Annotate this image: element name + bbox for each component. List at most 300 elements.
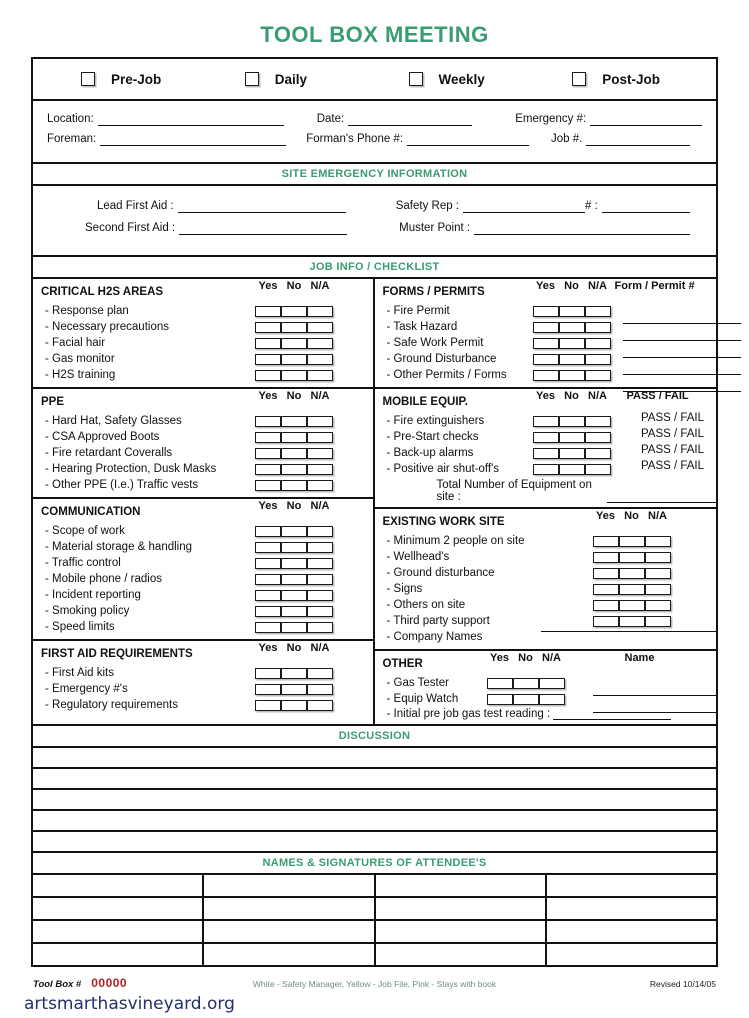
discussion-lines	[33, 748, 716, 853]
checkbox-cell-na	[307, 606, 333, 617]
checkbox-no-icon[interactable]	[281, 574, 307, 585]
discussion-line[interactable]	[33, 769, 716, 790]
checkbox-yes-icon[interactable]	[255, 558, 281, 569]
field-label: Foreman:	[47, 133, 97, 145]
checklist-row-label: - Third party support	[386, 615, 490, 627]
checkbox-yes-icon[interactable]	[533, 370, 559, 381]
section-ppe	[33, 389, 373, 499]
checkbox-group	[255, 480, 333, 491]
pass-fail-values[interactable]	[623, 410, 723, 474]
checkbox-cell-na	[539, 694, 565, 705]
checkbox-no-icon[interactable]	[559, 448, 585, 459]
checkbox-na-icon[interactable]	[307, 526, 333, 537]
checkbox-cell-yes	[255, 622, 281, 633]
site-emergency-header-band	[33, 164, 716, 186]
checkbox-no-icon[interactable]	[281, 700, 307, 711]
field-muster-point[interactable]	[399, 222, 690, 235]
col-yes: Yes	[536, 390, 555, 402]
checkbox-cell-no	[281, 574, 307, 585]
checkbox-no-icon[interactable]	[559, 464, 585, 475]
checkbox-cell-no	[281, 558, 307, 569]
checkbox-na-icon[interactable]	[645, 600, 671, 611]
checklist-row	[33, 681, 373, 697]
discussion-line[interactable]	[33, 790, 716, 811]
form-permit-line[interactable]	[623, 358, 741, 375]
checkbox-no-icon[interactable]	[619, 616, 645, 627]
checkbox-cell-na	[585, 354, 611, 365]
checkbox-na-icon[interactable]	[585, 306, 611, 317]
checkbox-cell-yes	[593, 536, 619, 547]
checkbox-cell-no	[513, 694, 539, 705]
checkbox-group	[255, 574, 333, 585]
checkbox-group	[533, 464, 611, 475]
checkbox-na-icon[interactable]	[645, 616, 671, 627]
total-equipment-row[interactable]	[375, 479, 717, 503]
meeting-type-band	[33, 59, 716, 101]
checklist-row	[33, 461, 373, 477]
checklist-row	[33, 697, 373, 713]
section-header-site-emergency: SITE EMERGENCY INFORMATION	[281, 168, 468, 180]
checkbox-cell-no	[281, 432, 307, 443]
form-permit-line[interactable]	[623, 341, 741, 358]
checkbox-no-icon[interactable]	[281, 590, 307, 601]
field-lead-first-aid[interactable]	[97, 200, 346, 213]
checkbox-cell-no	[559, 432, 585, 443]
checkbox-yes-icon[interactable]	[255, 542, 281, 553]
checklist-row-label: - Material storage & handling	[45, 541, 193, 553]
checkbox-no-icon[interactable]	[619, 568, 645, 579]
checklist-row	[375, 565, 717, 581]
checkbox-cell-yes	[533, 306, 559, 317]
checkbox-no-icon[interactable]	[619, 552, 645, 563]
checklist-row	[33, 539, 373, 555]
checkbox-icon[interactable]	[81, 72, 95, 86]
checkbox-cell-yes	[593, 616, 619, 627]
checkbox-na-icon[interactable]	[645, 584, 671, 595]
field-emergency-number[interactable]	[515, 113, 702, 126]
checkbox-yes-icon[interactable]	[255, 622, 281, 633]
form-permit-line[interactable]	[623, 307, 741, 324]
checklist-row-label: - Gas monitor	[45, 353, 115, 365]
checkbox-yes-icon[interactable]	[255, 416, 281, 427]
checkbox-na-icon[interactable]	[307, 480, 333, 491]
checkbox-no-icon[interactable]	[281, 558, 307, 569]
signature-cell[interactable]	[376, 944, 547, 965]
checklist-row-label: - Other Permits / Forms	[386, 369, 507, 381]
checkbox-no-icon[interactable]	[281, 370, 307, 381]
field-label: Muster Point :	[399, 222, 471, 234]
checkbox-na-icon[interactable]	[307, 574, 333, 585]
checkbox-cell-yes	[487, 694, 513, 705]
discussion-line[interactable]	[33, 748, 716, 769]
field-label: Lead First Aid :	[97, 200, 174, 212]
gas-test-reading-label: - Initial pre job gas test reading :	[386, 708, 551, 720]
signature-cell[interactable]	[376, 921, 547, 942]
checkbox-no-icon[interactable]	[559, 354, 585, 365]
checkbox-na-icon[interactable]	[645, 568, 671, 579]
field-rule[interactable]	[474, 222, 690, 235]
section-header-signatures: NAMES & SIGNATURES OF ATTENDEE'S	[262, 857, 487, 869]
section-title: EXISTING WORK SITE	[382, 516, 505, 528]
checkbox-no-icon[interactable]	[559, 338, 585, 349]
checkbox-yes-icon[interactable]	[533, 354, 559, 365]
checkbox-yes-icon[interactable]	[487, 678, 513, 689]
other-name-lines[interactable]	[593, 679, 717, 713]
checkbox-na-icon[interactable]	[585, 416, 611, 427]
checkbox-cell-yes	[255, 370, 281, 381]
signature-cell[interactable]	[547, 898, 716, 919]
checkbox-cell-na	[307, 700, 333, 711]
checkbox-no-icon[interactable]	[281, 306, 307, 317]
checkbox-na-icon[interactable]	[307, 606, 333, 617]
checklist-row	[33, 413, 373, 429]
signature-row	[33, 944, 716, 965]
checkbox-na-icon[interactable]	[307, 684, 333, 695]
checkbox-no-icon[interactable]	[281, 526, 307, 537]
checkbox-no-icon[interactable]	[281, 542, 307, 553]
signature-cell[interactable]	[547, 944, 716, 965]
col-yes: Yes	[258, 500, 278, 512]
checklist-row-label: - Speed limits	[45, 621, 115, 633]
checkbox-cell-na	[307, 354, 333, 365]
field-safety-rep-number[interactable]	[585, 200, 690, 213]
checkbox-na-icon[interactable]	[307, 322, 333, 333]
checkbox-yes-icon[interactable]	[255, 684, 281, 695]
checkbox-yes-icon[interactable]	[255, 668, 281, 679]
checkbox-na-icon[interactable]	[307, 558, 333, 569]
checkbox-cell-yes	[255, 668, 281, 679]
checkbox-yes-icon[interactable]	[255, 354, 281, 365]
section-critical-h2s	[33, 279, 373, 389]
signature-cell[interactable]	[204, 898, 375, 919]
checkbox-cell-yes	[533, 354, 559, 365]
toolbox-number: 00000	[91, 976, 128, 990]
yes-no-na-header	[487, 652, 565, 664]
section-communication	[33, 499, 373, 641]
info-row-2	[47, 133, 702, 146]
col-na: N/A	[542, 652, 561, 664]
field-label: Emergency #:	[515, 113, 587, 125]
checkbox-na-icon[interactable]	[645, 552, 671, 563]
signature-cell[interactable]	[33, 944, 204, 965]
checkbox-cell-no	[559, 416, 585, 427]
checkbox-cell-no	[559, 370, 585, 381]
field-date[interactable]	[317, 113, 473, 126]
checkbox-yes-icon[interactable]	[593, 616, 619, 627]
signature-cell[interactable]	[204, 944, 375, 965]
signatures-header-band	[33, 853, 716, 875]
checkbox-cell-yes	[533, 322, 559, 333]
checkbox-cell-na	[645, 616, 671, 627]
checkbox-cell-no	[281, 322, 307, 333]
checklist-row-label: - Traffic control	[45, 557, 121, 569]
field-rule[interactable]	[463, 200, 585, 213]
checkbox-no-icon[interactable]	[281, 416, 307, 427]
signature-cell[interactable]	[33, 921, 204, 942]
checkbox-icon[interactable]	[409, 72, 423, 86]
meeting-type-row	[33, 59, 716, 99]
checkbox-yes-icon[interactable]	[255, 338, 281, 349]
checklist-row-label: - Hard Hat, Safety Glasses	[45, 415, 182, 427]
checkbox-yes-icon[interactable]	[255, 306, 281, 317]
checkbox-cell-na	[645, 600, 671, 611]
pass-fail-value[interactable]: PASS / FAIL	[640, 412, 705, 424]
company-names-rule[interactable]	[541, 629, 717, 632]
checkbox-yes-icon[interactable]	[533, 338, 559, 349]
checkbox-group	[255, 606, 333, 617]
checkbox-cell-na	[585, 322, 611, 333]
meeting-type-label: Pre-Job	[111, 71, 162, 87]
checkbox-na-icon[interactable]	[585, 338, 611, 349]
checkbox-yes-icon[interactable]	[487, 694, 513, 705]
form-frame	[31, 57, 718, 967]
checkbox-yes-icon[interactable]	[255, 370, 281, 381]
field-safety-rep[interactable]	[396, 200, 585, 213]
checkbox-group	[533, 322, 611, 333]
checkbox-cell-no	[281, 668, 307, 679]
section-head	[33, 282, 373, 300]
checklist-row	[33, 477, 373, 493]
checkbox-cell-no	[281, 306, 307, 317]
signature-cell[interactable]	[376, 875, 547, 896]
checkbox-no-icon[interactable]	[281, 622, 307, 633]
checkbox-yes-icon[interactable]	[255, 526, 281, 537]
checkbox-yes-icon[interactable]	[533, 448, 559, 459]
checkbox-icon[interactable]	[572, 72, 586, 86]
checkbox-group	[255, 338, 333, 349]
field-rule[interactable]	[586, 133, 690, 146]
field-rule[interactable]	[178, 200, 346, 213]
checkbox-no-icon[interactable]	[559, 370, 585, 381]
form-permit-line[interactable]	[623, 324, 741, 341]
discussion-line[interactable]	[33, 811, 716, 832]
checkbox-na-icon[interactable]	[585, 448, 611, 459]
checkbox-yes-icon[interactable]	[533, 416, 559, 427]
info-row-1	[47, 113, 702, 126]
checkbox-cell-no	[619, 616, 645, 627]
checkbox-yes-icon[interactable]	[255, 480, 281, 491]
checkbox-yes-icon[interactable]	[533, 464, 559, 475]
pass-fail-header: PASS / FAIL	[626, 390, 689, 402]
checkbox-no-icon[interactable]	[513, 694, 539, 705]
checkbox-no-icon[interactable]	[281, 448, 307, 459]
checkbox-no-icon[interactable]	[281, 668, 307, 679]
checkbox-na-icon[interactable]	[307, 416, 333, 427]
checkbox-yes-icon[interactable]	[255, 464, 281, 475]
discussion-header-band	[33, 726, 716, 748]
checkbox-na-icon[interactable]	[307, 338, 333, 349]
checkbox-group	[255, 700, 333, 711]
checkbox-cell-na	[307, 558, 333, 569]
field-foreman[interactable]	[47, 133, 286, 146]
checklist-row	[33, 351, 373, 367]
meeting-type-label: Daily	[274, 71, 308, 87]
meeting-type-option[interactable]	[211, 72, 375, 87]
checkbox-cell-yes	[255, 558, 281, 569]
signature-cell[interactable]	[376, 898, 547, 919]
checkbox-yes-icon[interactable]	[593, 536, 619, 547]
checklist-row-label: - Equip Watch	[386, 693, 459, 705]
pass-fail-value[interactable]: PASS / FAIL	[640, 444, 705, 456]
checkbox-group	[533, 432, 611, 443]
checkbox-yes-icon[interactable]	[255, 448, 281, 459]
signature-cell[interactable]	[33, 875, 204, 896]
discussion-line[interactable]	[33, 832, 716, 851]
section-existing-work-site	[375, 509, 717, 651]
checkbox-cell-yes	[255, 700, 281, 711]
signature-cell[interactable]	[547, 875, 716, 896]
checkbox-na-icon[interactable]	[585, 464, 611, 475]
field-rule[interactable]	[100, 133, 286, 146]
checkbox-no-icon[interactable]	[559, 322, 585, 333]
checkbox-na-icon[interactable]	[585, 370, 611, 381]
checkbox-yes-icon[interactable]	[593, 568, 619, 579]
checkbox-no-icon[interactable]	[281, 432, 307, 443]
signature-cell[interactable]	[204, 875, 375, 896]
other-name-line[interactable]	[593, 679, 717, 696]
checkbox-na-icon[interactable]	[585, 432, 611, 443]
checkbox-na-icon[interactable]	[307, 370, 333, 381]
checkbox-cell-yes	[255, 354, 281, 365]
section-title: FIRST AID REQUIREMENTS	[41, 648, 193, 660]
meeting-type-option[interactable]	[375, 72, 539, 87]
checkbox-no-icon[interactable]	[559, 432, 585, 443]
checkbox-cell-no	[281, 354, 307, 365]
checkbox-cell-no	[281, 370, 307, 381]
section-rows	[375, 530, 717, 645]
pass-fail-value[interactable]: PASS / FAIL	[640, 428, 705, 440]
checkbox-no-icon[interactable]	[559, 306, 585, 317]
field-rule[interactable]	[590, 113, 702, 126]
checkbox-cell-na	[307, 416, 333, 427]
signature-cell[interactable]	[547, 921, 716, 942]
field-rule[interactable]	[407, 133, 529, 146]
site-watermark: artsmarthasvineyard.org	[24, 994, 235, 1014]
checkbox-cell-na	[307, 322, 333, 333]
field-rule[interactable]	[348, 113, 472, 126]
checklist-row-label: - Others on site	[386, 599, 466, 611]
checkbox-no-icon[interactable]	[281, 606, 307, 617]
checklist-row-label: - Safe Work Permit	[386, 337, 484, 349]
other-name-line[interactable]	[593, 696, 717, 713]
field-location[interactable]	[47, 113, 284, 126]
checkbox-yes-icon[interactable]	[255, 322, 281, 333]
checkbox-cell-no	[559, 322, 585, 333]
checkbox-yes-icon[interactable]	[255, 590, 281, 601]
checkbox-na-icon[interactable]	[307, 448, 333, 459]
checkbox-na-icon[interactable]	[307, 306, 333, 317]
checkbox-yes-icon[interactable]	[593, 584, 619, 595]
field-rule[interactable]	[179, 222, 347, 235]
col-na: N/A	[310, 280, 330, 292]
checkbox-no-icon[interactable]	[619, 600, 645, 611]
field-rule[interactable]	[98, 113, 284, 126]
checkbox-no-icon[interactable]	[281, 354, 307, 365]
checkbox-cell-na	[307, 448, 333, 459]
checkbox-cell-yes	[533, 338, 559, 349]
checkbox-cell-no	[281, 464, 307, 475]
meeting-type-option[interactable]	[538, 72, 702, 87]
checkbox-group	[255, 432, 333, 443]
checkbox-na-icon[interactable]	[539, 678, 565, 689]
total-equipment-rule[interactable]	[607, 490, 716, 503]
checkbox-no-icon[interactable]	[281, 338, 307, 349]
checkbox-yes-icon[interactable]	[255, 574, 281, 585]
checkbox-na-icon[interactable]	[307, 590, 333, 601]
checkbox-na-icon[interactable]	[307, 432, 333, 443]
checkbox-no-icon[interactable]	[281, 464, 307, 475]
checkbox-cell-no	[281, 526, 307, 537]
checklist-row	[33, 619, 373, 635]
checkbox-yes-icon[interactable]	[255, 606, 281, 617]
checklist-row	[33, 603, 373, 619]
checkbox-na-icon[interactable]	[307, 700, 333, 711]
checklist-row-label: - Response plan	[45, 305, 129, 317]
checkbox-na-icon[interactable]	[539, 694, 565, 705]
checkbox-cell-no	[281, 700, 307, 711]
checkbox-group	[255, 526, 333, 537]
signature-cell[interactable]	[33, 898, 204, 919]
checklist-row-label: - Hearing Protection, Dusk Masks	[45, 463, 217, 475]
checkbox-yes-icon[interactable]	[593, 552, 619, 563]
checkbox-na-icon[interactable]	[307, 464, 333, 475]
checkbox-yes-icon[interactable]	[255, 432, 281, 443]
checklist-band	[33, 279, 716, 726]
checkbox-na-icon[interactable]	[307, 354, 333, 365]
meeting-type-option[interactable]	[47, 72, 211, 87]
checkbox-yes-icon[interactable]	[533, 432, 559, 443]
checklist-row	[33, 429, 373, 445]
col-na: N/A	[310, 642, 330, 654]
checkbox-na-icon[interactable]	[585, 354, 611, 365]
pass-fail-value[interactable]: PASS / FAIL	[640, 460, 705, 472]
checklist-grid	[33, 279, 716, 724]
checkbox-na-icon[interactable]	[645, 536, 671, 547]
checkbox-no-icon[interactable]	[559, 416, 585, 427]
checkbox-no-icon[interactable]	[619, 584, 645, 595]
checkbox-yes-icon[interactable]	[533, 322, 559, 333]
checkbox-yes-icon[interactable]	[533, 306, 559, 317]
signature-cell[interactable]	[204, 921, 375, 942]
checklist-left-column	[33, 279, 375, 724]
checkbox-yes-icon[interactable]	[593, 600, 619, 611]
checkbox-no-icon[interactable]	[281, 480, 307, 491]
form-permit-number-lines[interactable]	[623, 307, 741, 392]
checkbox-group	[255, 416, 333, 427]
checkbox-na-icon[interactable]	[307, 668, 333, 679]
checkbox-group	[255, 542, 333, 553]
checkbox-cell-yes	[593, 552, 619, 563]
field-foreman-phone[interactable]	[306, 133, 529, 146]
checkbox-na-icon[interactable]	[585, 322, 611, 333]
checkbox-na-icon[interactable]	[307, 622, 333, 633]
yes-no-na-header	[533, 280, 611, 292]
field-rule[interactable]	[602, 200, 690, 213]
checkbox-icon[interactable]	[245, 72, 259, 86]
section-title: PPE	[41, 396, 65, 408]
col-yes: Yes	[258, 642, 278, 654]
checkbox-no-icon[interactable]	[281, 322, 307, 333]
checkbox-no-icon[interactable]	[513, 678, 539, 689]
checkbox-cell-no	[619, 584, 645, 595]
checkbox-no-icon[interactable]	[281, 684, 307, 695]
col-na: N/A	[648, 510, 667, 522]
checkbox-na-icon[interactable]	[307, 542, 333, 553]
checkbox-no-icon[interactable]	[619, 536, 645, 547]
checkbox-yes-icon[interactable]	[255, 700, 281, 711]
field-job-number[interactable]	[551, 133, 690, 146]
field-second-first-aid[interactable]	[85, 222, 347, 235]
